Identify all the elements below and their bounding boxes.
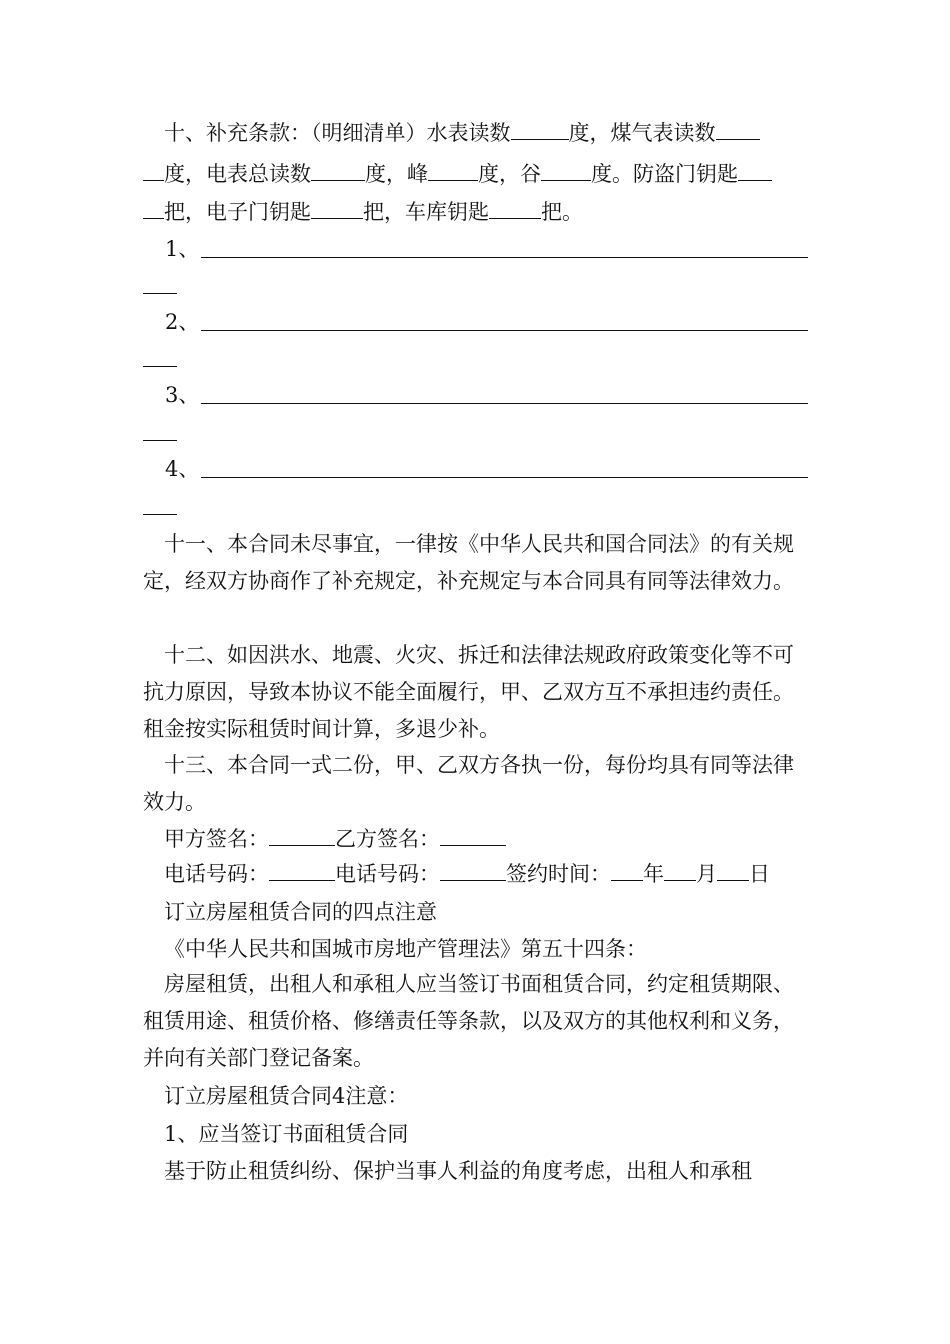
- month-label: 月: [696, 862, 717, 886]
- sign-time-label: 签约时间：: [506, 862, 611, 886]
- clause10-line2: [143, 158, 807, 188]
- law-reference: 《中华人民共和国城市房地产管理法》第五十四条：: [164, 937, 647, 961]
- clause10-text-4: 度，峰: [365, 162, 428, 186]
- notes-title: 订立房屋租赁合同的四点注意: [164, 900, 437, 924]
- signature-line: [143, 823, 807, 853]
- clause10-text-6: 度。防盗门钥匙: [591, 162, 738, 186]
- electric-total-blank: [311, 158, 365, 181]
- year-blank: [611, 858, 643, 881]
- party-a-signature-blank: [269, 823, 335, 846]
- item-blank-tail: [143, 440, 177, 441]
- month-blank: [664, 858, 696, 881]
- item-blank-tail: [143, 514, 177, 515]
- item-number: 4、: [165, 457, 200, 481]
- day-blank: [717, 858, 749, 881]
- door-key-blank-cont: [143, 196, 164, 219]
- party-a-signature-label: 甲方签名：: [164, 827, 269, 851]
- list-item: [165, 380, 808, 410]
- item-blank-tail: [143, 366, 177, 367]
- notes-heading: 订立房屋租赁合同4注意：: [164, 1084, 409, 1108]
- law-text-paragraph: 房屋租赁，出租人和承租人应当签订书面租赁合同，约定租赁期限、租赁用途、租赁价格、修缮责任等条款，以及双方的其他权利和义务，并向有关部门登记备案。: [143, 972, 794, 1070]
- clause10-text-5: 度，谷: [478, 162, 541, 186]
- clause10-text-9: 把。: [541, 200, 583, 224]
- item-blank: [201, 237, 808, 258]
- gas-meter-blank-cont: [143, 158, 164, 181]
- door-key-blank: [738, 158, 772, 181]
- clause10-text-1: 十、补充条款：（明细清单）水表读数: [164, 121, 511, 145]
- item-blank-tail: [143, 293, 177, 294]
- party-b-signature-blank: [440, 823, 506, 846]
- garage-key-blank: [489, 196, 541, 219]
- item-number: 3、: [165, 383, 200, 407]
- party-b-phone-blank: [440, 858, 506, 881]
- phone-date-line: [143, 858, 807, 888]
- gas-meter-blank: [716, 117, 760, 140]
- note1-text: 基于防止租赁纠纷、保护当事人利益的角度考虑，出租人和承租: [164, 1159, 752, 1183]
- party-a-phone-label: 电话号码：: [164, 862, 269, 886]
- clause12-paragraph: 十二、如因洪水、地震、火灾、拆迁和法律法规政府政策变化等不可抗力原因，导致本协议不能全面履行，甲、乙双方互不承担违约责任。租金按实际租赁时间计算，多退少补。: [143, 643, 794, 741]
- e-door-key-blank: [311, 196, 363, 219]
- item-number: 2、: [165, 310, 200, 334]
- clause13-paragraph: 十三、本合同一式二份，甲、乙双方各执一份，每份均具有同等法律效力。: [143, 753, 794, 814]
- water-meter-blank: [511, 117, 569, 140]
- year-label: 年: [643, 862, 664, 886]
- day-label: 日: [749, 862, 770, 886]
- item-blank: [201, 457, 808, 478]
- clause10-text-3: 度，电表总读数: [164, 162, 311, 186]
- clause10-text-8: 把，车库钥匙: [363, 200, 489, 224]
- clause10-text-7: 把，电子门钥匙: [164, 200, 311, 224]
- clause10-line3: [143, 196, 807, 226]
- party-b-phone-label: 电话号码：: [335, 862, 440, 886]
- item-number: 1、: [165, 237, 200, 261]
- peak-blank: [428, 158, 478, 181]
- list-item: [165, 307, 808, 337]
- item-blank: [201, 310, 808, 331]
- list-item: [165, 234, 808, 264]
- party-a-phone-blank: [269, 858, 335, 881]
- list-item: [165, 454, 808, 484]
- clause10-text-2: 度，煤气表读数: [568, 121, 716, 145]
- clause11-paragraph: 十一、本合同未尽事宜，一律按《中华人民共和国合同法》的有关规定，经双方协商作了补充规定，补充规定与本合同具有同等法律效力。: [143, 532, 794, 593]
- valley-blank: [541, 158, 591, 181]
- item-blank: [201, 383, 808, 404]
- party-b-signature-label: 乙方签名：: [335, 827, 440, 851]
- clause10-line1: [143, 117, 807, 147]
- note1-title: 1、应当签订书面租赁合同: [164, 1122, 409, 1146]
